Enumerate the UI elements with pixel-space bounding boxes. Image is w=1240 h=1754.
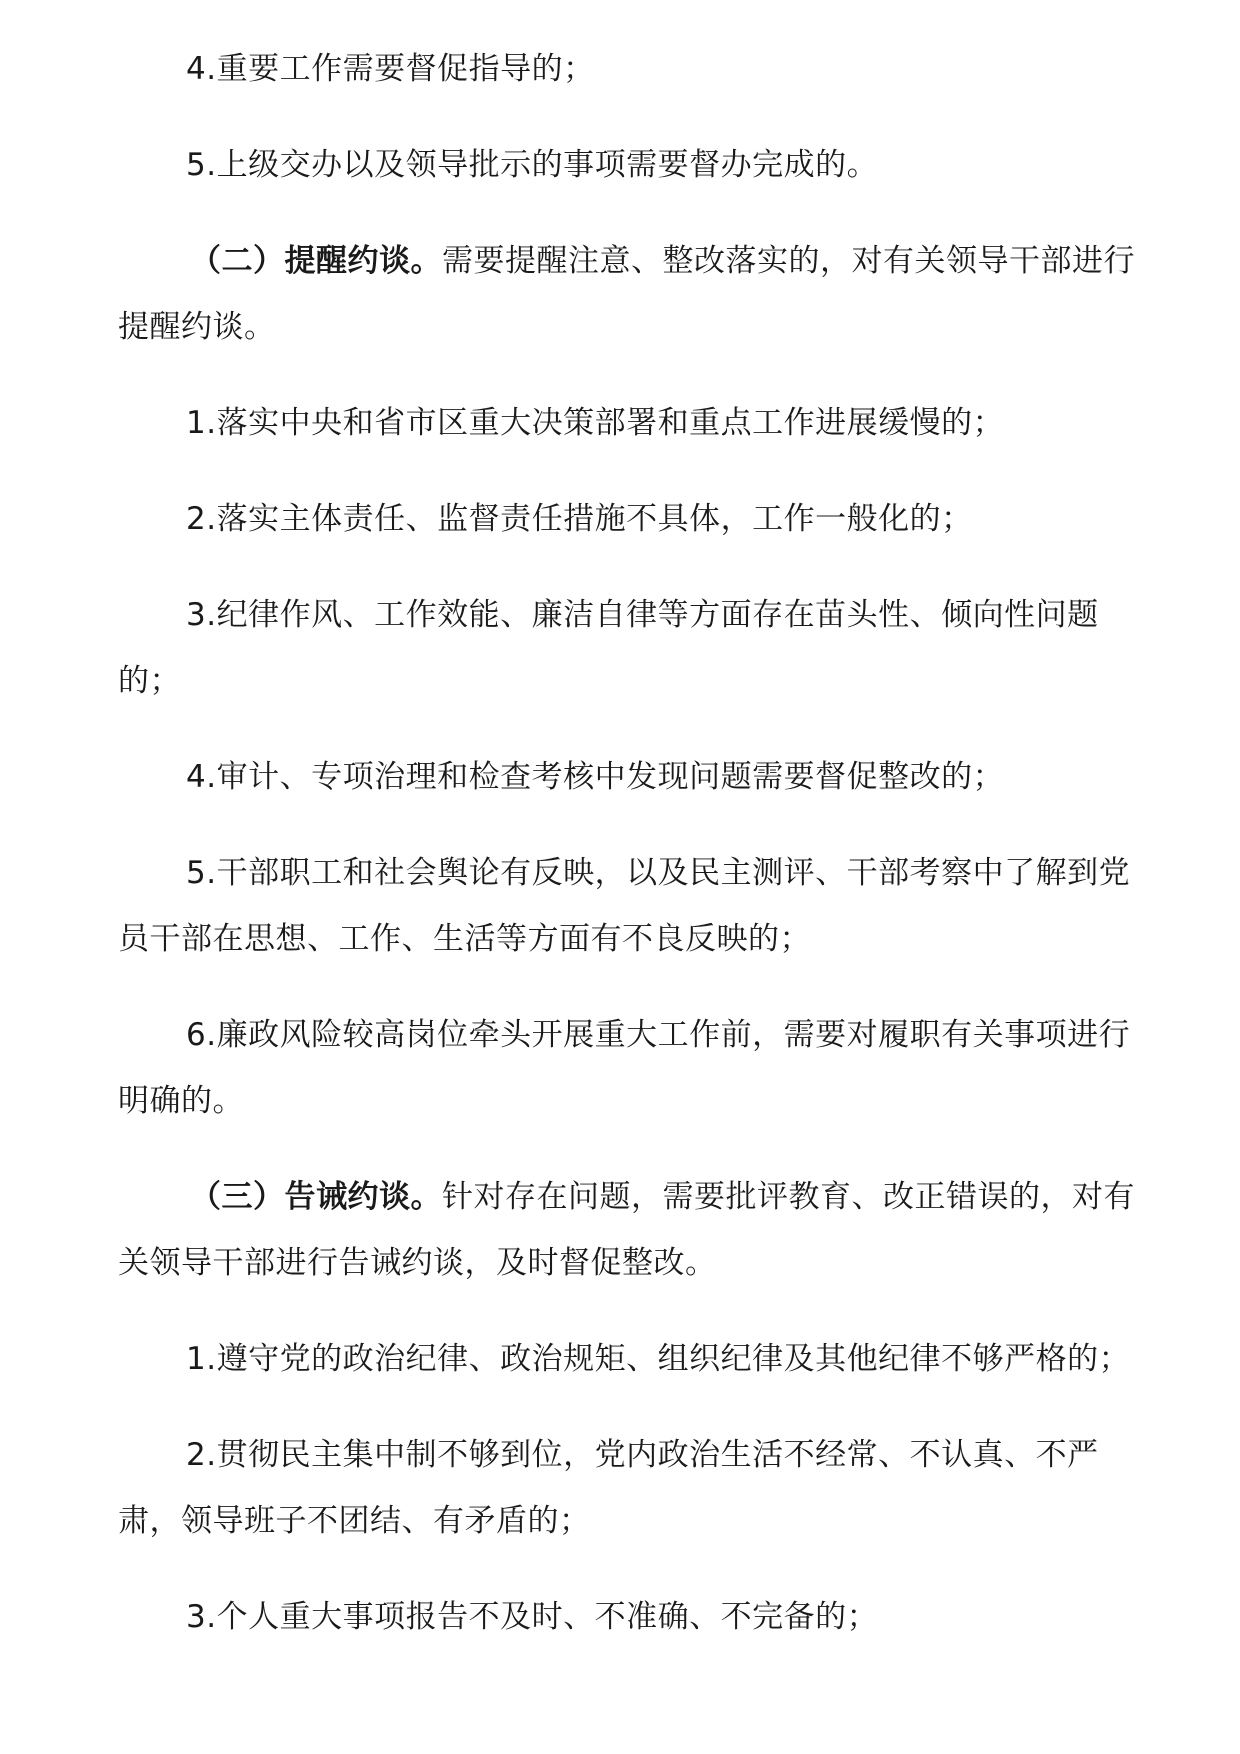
list-item: 2.落实主体责任、监督责任措施不具体，工作一般化的；	[186, 501, 973, 537]
section-heading: （三）告诫约谈。	[190, 1179, 442, 1215]
section-paragraph	[118, 1164, 1158, 1296]
section-body: 针对存在问题，需要批评教育、改正错误的，对有关领导干部进行告诫约谈，及时督促整改。	[118, 1179, 1135, 1281]
list-item: 5.干部职工和社会舆论有反映，以及民主测评、干部考察中了解到党员干部在思想、工作、生活等方面有不良反映的；	[118, 855, 1131, 957]
list-item: 3.个人重大事项报告不及时、不准确、不完备的；	[186, 1599, 879, 1635]
section-body: 需要提醒注意、整改落实的，对有关领导干部进行提醒约谈。	[118, 243, 1135, 345]
list-item: 6.廉政风险较高岗位牵头开展重大工作前，需要对履职有关事项进行明确的。	[118, 1017, 1131, 1119]
list-item: 4.重要工作需要督促指导的；	[186, 51, 595, 87]
list-item: 1.遵守党的政治纪律、政治规矩、组织纪律及其他纪律不够严格的；	[186, 1341, 1131, 1377]
document-page	[118, 36, 1158, 1680]
list-item: 4.审计、专项治理和检查考核中发现问题需要督促整改的；	[186, 759, 1005, 795]
list-item: 3.纪律作风、工作效能、廉洁自律等方面存在苗头性、倾向性问题的；	[118, 597, 1099, 699]
list-item: 1.落实中央和省市区重大决策部署和重点工作进展缓慢的；	[186, 405, 1005, 441]
list-item: 2.贯彻民主集中制不够到位，党内政治生活不经常、不认真、不严肃，领导班子不团结、有矛盾的；	[118, 1437, 1099, 1539]
section-paragraph	[118, 228, 1158, 360]
list-item: 5.上级交办以及领导批示的事项需要督办完成的。	[186, 147, 879, 183]
section-heading: （二）提醒约谈。	[190, 243, 442, 279]
